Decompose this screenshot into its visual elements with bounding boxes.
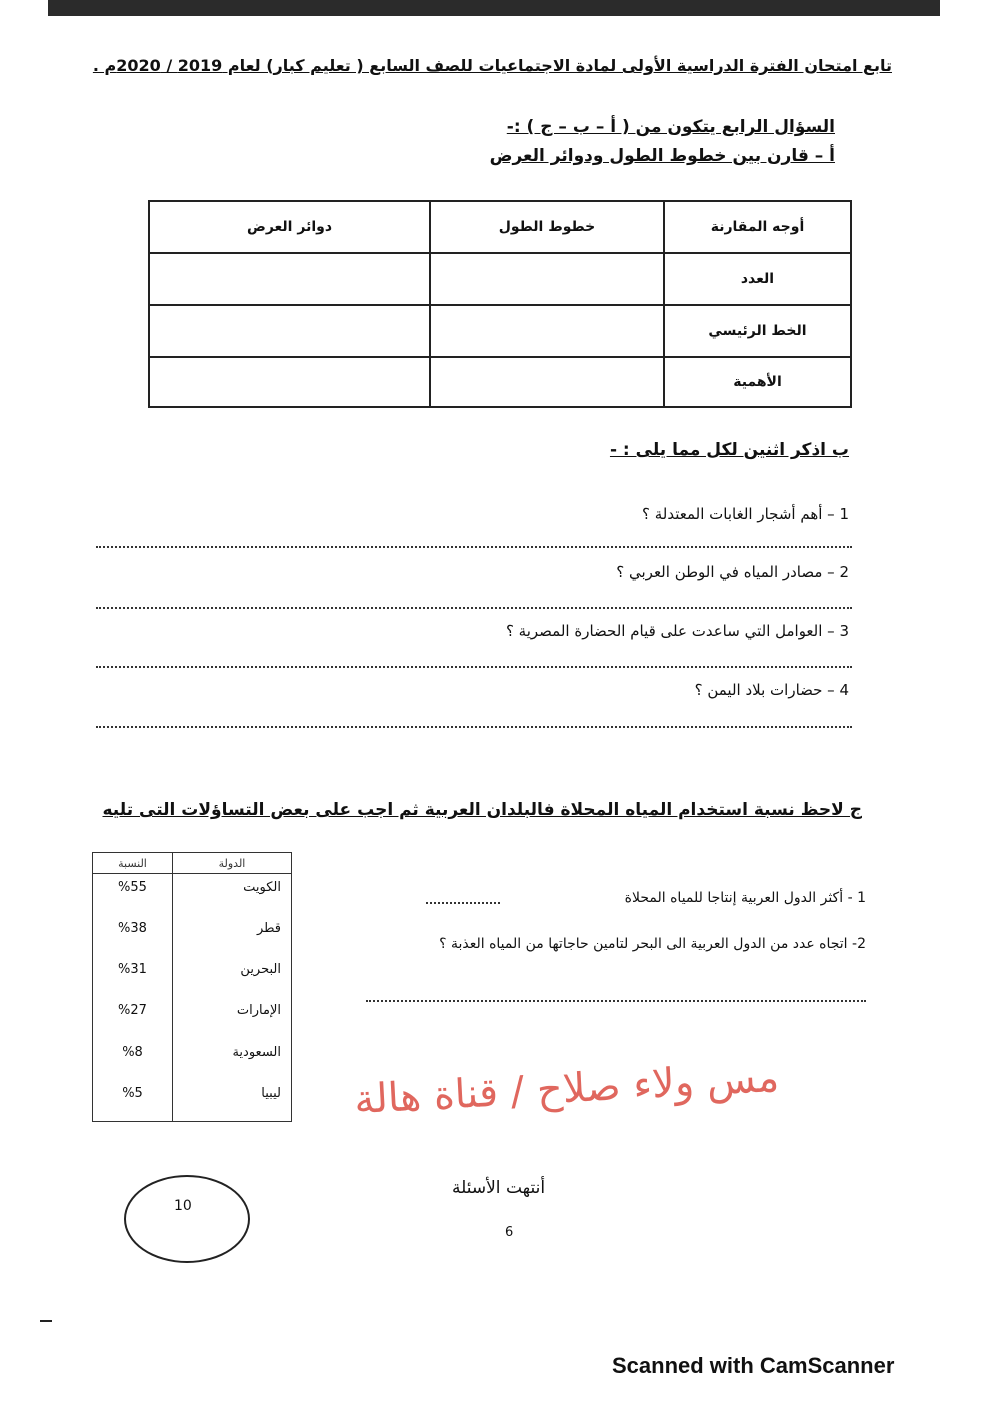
question-item: 2 – مصادر المياه في الوطن العربي ؟ (616, 563, 849, 581)
watermark: مس ولاء صلاح / قناة هالة (353, 1054, 781, 1124)
table-row-label: الخط الرئيسي (664, 305, 851, 357)
answer-line[interactable] (96, 607, 852, 609)
question-item: 1 – أهم أشجار الغابات المعتدلة ؟ (642, 505, 849, 523)
c-question-1: 1 - أكثر الدول العربية إنتاجا للمياه المحلاة (624, 890, 866, 906)
desalinated-water-table (92, 852, 292, 1122)
answer-cell[interactable] (430, 253, 664, 305)
score-value: 10 (174, 1198, 192, 1214)
scanner-footer: Scanned with CamScanner (612, 1353, 895, 1378)
table-header-latitudes: دوائر العرض (149, 201, 430, 253)
table-row-label: الأهمية (664, 357, 851, 407)
table-row-label: العدد (664, 253, 851, 305)
part-b-title: ب اذكر اثنين لكل مما يلى : - (609, 440, 849, 460)
percent-cell: %38 (93, 915, 173, 956)
country-cell: الكويت (173, 874, 292, 916)
score-circle (124, 1175, 250, 1263)
country-cell: ليبيا (173, 1080, 292, 1122)
answer-line[interactable] (96, 546, 852, 548)
header-percent: النسبة (93, 853, 173, 874)
c-question-2: 2- اتجاه عدد من الدول العربية الى البحر لتامين حاجاتها من المياه العذبة ؟ (439, 936, 866, 952)
answer-line[interactable] (96, 666, 852, 668)
country-cell: البحرين (173, 956, 292, 997)
margin-mark (40, 1320, 52, 1322)
table-header-longitudes: خطوط الطول (430, 201, 664, 253)
country-cell: السعودية (173, 1039, 292, 1080)
answer-cell[interactable] (149, 305, 430, 357)
table-header-aspects: أوجه المقارنة (664, 201, 851, 253)
exam-header: تابع امتحان الفترة الدراسية الأولى لمادة الاجتماعيات للصف السابع ( تعليم كبار) لعام 2019 / 2020م . (92, 56, 892, 75)
comparison-table (148, 200, 852, 408)
part-a-title: أ – قارن بين خطوط الطول ودوائر العرض (489, 146, 835, 166)
percent-cell: %27 (93, 997, 173, 1038)
answer-cell[interactable] (149, 253, 430, 305)
part-c-title: ج لاحظ نسبة استخدام المياه المحلاة فالبلدان العربية ثم اجب على بعض التساؤلات التى تليه (102, 800, 862, 820)
percent-cell: %5 (93, 1080, 173, 1122)
answer-cell[interactable] (149, 357, 430, 407)
question-four-title: السؤال الرابع يتكون من ( أ – ب – ج ) :- (506, 117, 835, 137)
answer-cell[interactable] (430, 305, 664, 357)
answer-line[interactable] (366, 1000, 866, 1002)
country-cell: قطر (173, 915, 292, 956)
end-of-questions: أنتهت الأسئلة (452, 1178, 546, 1198)
country-cell: الإمارات (173, 997, 292, 1038)
percent-cell: %31 (93, 956, 173, 997)
question-item: 4 – حضارات بلاد اليمن ؟ (694, 681, 849, 699)
header-country: الدولة (173, 853, 292, 874)
answer-cell[interactable] (430, 357, 664, 407)
page-number: 6 (505, 1225, 514, 1240)
question-item: 3 – العوامل التي ساعدت على قيام الحضارة المصرية ؟ (505, 622, 849, 640)
percent-cell: %8 (93, 1039, 173, 1080)
scan-top-edge (48, 0, 940, 16)
percent-cell: %55 (93, 874, 173, 916)
answer-line[interactable] (426, 902, 500, 904)
answer-line[interactable] (96, 726, 852, 728)
